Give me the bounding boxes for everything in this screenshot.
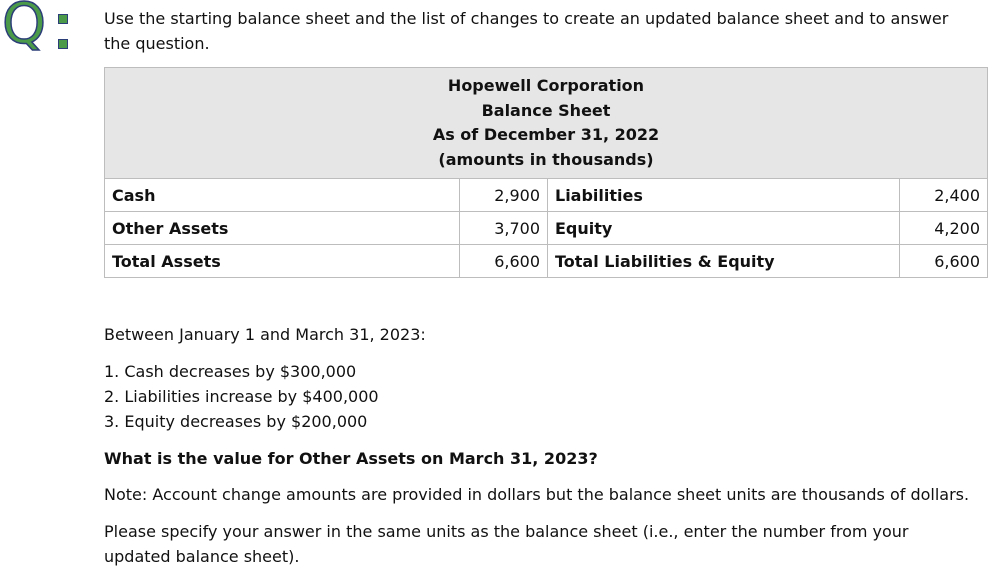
sheet-title: Balance Sheet	[481, 100, 611, 120]
colon-dot-icon	[58, 39, 68, 49]
row-value: 2,400	[900, 179, 988, 212]
row-label: Total Liabilities & Equity	[548, 245, 900, 278]
intro-text: Use the starting balance sheet and the list of changes to create an updated balance sheet and to answer the question.	[104, 9, 949, 53]
balance-sheet-table	[104, 67, 988, 278]
q-logo-icon	[2, 0, 72, 60]
row-label: Other Assets	[105, 212, 460, 245]
sheet-units: (amounts in thousands)	[438, 149, 654, 169]
q-letter: Q	[2, 0, 47, 57]
row-value: 4,200	[900, 212, 988, 245]
company-name: Hopewell Corporation	[447, 76, 645, 95]
row-label: Total Assets	[105, 245, 460, 278]
period-text: Between January 1 and March 31, 2023:	[104, 325, 426, 344]
change-item: 2. Liabilities increase by $400,000	[104, 387, 379, 406]
change-item: 3. Equity decreases by $200,000	[104, 412, 368, 431]
table-row	[105, 245, 988, 278]
colon-dot-icon	[58, 14, 68, 24]
row-value: 2,900	[460, 179, 548, 212]
change-item: 1. Cash decreases by $300,000	[104, 362, 357, 381]
question-text: What is the value for Other Assets on March 31, 2023?	[104, 449, 598, 468]
row-label: Cash	[105, 179, 460, 212]
row-value: 6,600	[460, 245, 548, 278]
instruction-text: Please specify your answer in the same units as the balance sheet (i.e., enter the number from your updated balance sheet).	[104, 522, 909, 566]
changes-list	[104, 359, 379, 434]
row-value: 6,600	[900, 245, 988, 278]
table-row	[105, 212, 988, 245]
row-label: Liabilities	[548, 179, 900, 212]
table-header	[105, 68, 988, 179]
sheet-date: As of December 31, 2022	[432, 125, 660, 144]
row-label: Equity	[548, 212, 900, 245]
row-value: 3,700	[460, 212, 548, 245]
note-text: Note: Account change amounts are provided in dollars but the balance sheet units are thousands of dollars.	[104, 485, 970, 504]
table-row	[105, 179, 988, 212]
